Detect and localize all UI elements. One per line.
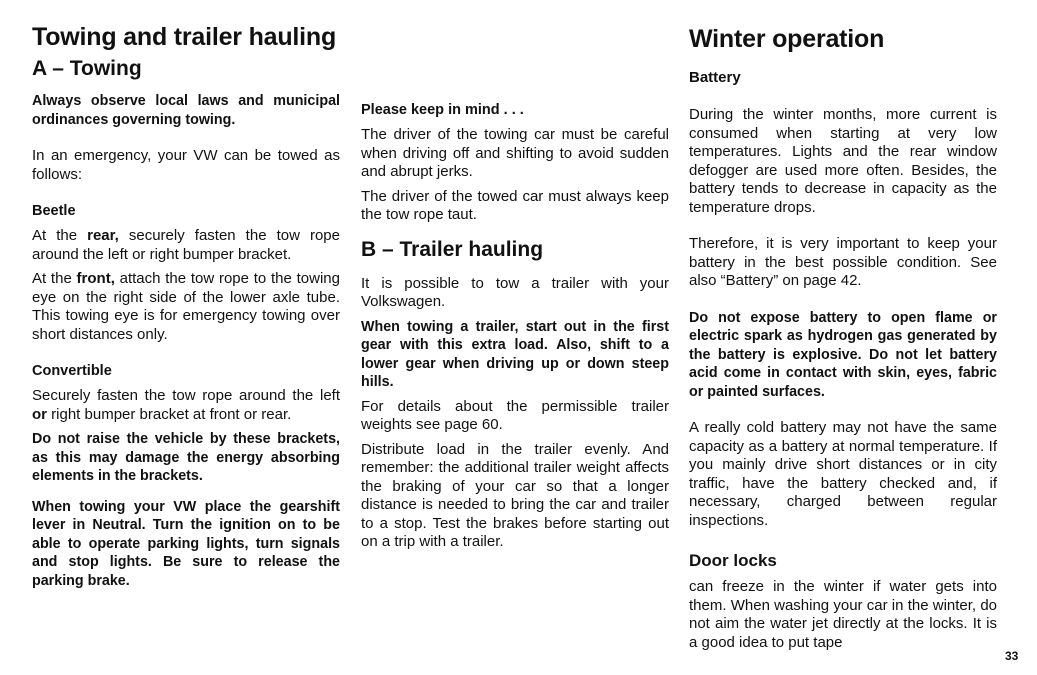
beetle-heading: Beetle	[32, 203, 76, 219]
intro-paragraph: In an emergency, your VW can be towed as follows:	[32, 147, 340, 183]
battery-warning: Do not expose battery to open flame or electric spark as hydrogen gas generated by the battery is explosive. Do not let battery acid come in contact with skin, eyes, fabric or painted surfaces.	[689, 309, 997, 400]
convertible-heading: Convertible	[32, 363, 112, 379]
door-locks-heading: Door locks	[689, 551, 777, 570]
battery-heading: Battery	[689, 69, 741, 86]
door-locks-paragraph: can freeze in the winter if water gets into them. When washing your car in the winter, do not aim the water jet directly at the locks. It is a good idea to put tape	[689, 578, 997, 651]
possible-paragraph: It is possible to tow a trailer with your Volkswagen.	[361, 274, 669, 310]
battery-paragraph-2: Therefore, it is very important to keep your battery in the best possible condition. See also “Battery” on page 42.	[689, 235, 997, 289]
keep-in-mind-heading: Please keep in mind . . .	[361, 102, 524, 118]
intro-bold-paragraph: Always observe local laws and municipal ordinances governing towing.	[32, 93, 340, 128]
section-a-heading: A – Towing	[32, 57, 142, 80]
first-gear-paragraph: When towing a trailer, start out in the first gear with this extra load. Also, shift to a lower gear when driving up or down steep hills.	[361, 318, 669, 390]
page-title-towing: Towing and trailer hauling	[32, 23, 337, 51]
towing-driver-paragraph: The driver of the towing car must be careful when driving off and shifting to avoid sudden and abrupt jerks.	[361, 126, 669, 180]
or-bold: or	[32, 405, 47, 423]
bracket-warning: Do not raise the vehicle by these brackets, as this may damage the energy absorbing elements in the brackets.	[32, 431, 340, 484]
column-trailer	[361, 101, 669, 552]
gearshift-warning: When towing your VW place the gearshift lever in Neutral. Turn the ignition on to be able to operate parking lights, turn signals and stop lights. Be sure to release the parking brake.	[32, 498, 340, 589]
trailer-weights-paragraph: For details about the permissible trailer weights see page 60.	[361, 397, 669, 433]
column-winter	[689, 24, 997, 652]
front-paragraph: At the front, attach the tow rope to the towing eye on the right side of the lower axle tube. This towing eye is for emergency towing over short distances only.	[32, 270, 340, 343]
battery-paragraph-1: During the winter months, more current is consumed when starting at very low temperatures. Lights and the rear window defogger are used more often. Besides, the battery tends to decrease in capacity as the temperature drops.	[689, 106, 997, 216]
front-bold: front,	[76, 270, 115, 287]
rear-bold: rear,	[87, 227, 119, 244]
page-number: 33	[1005, 649, 1019, 663]
distribute-load-paragraph: Distribute load in the trailer evenly. And remember: the additional trailer weight affects the braking of your car so that a longer distance is needed to bring the car and trailer to a stop. Test the brakes before starting out on a trip with a trailer.	[361, 440, 669, 550]
rear-paragraph: At the rear, securely fasten the tow rope around the left or right bumper bracket.	[32, 227, 340, 263]
towed-driver-paragraph: The driver of the towed car must always keep the tow rope taut.	[361, 187, 669, 223]
column-towing	[32, 22, 340, 590]
page-title-winter: Winter operation	[689, 25, 885, 53]
convertible-paragraph: Securely fasten the tow rope around the left or right bumper bracket at front or rear.	[32, 387, 340, 423]
cold-battery-paragraph: A really cold battery may not have the same capacity as a battery at normal temperature. If you mainly drive short distances or in city traffic, have the battery checked and, if necessary, charged between regular inspections.	[689, 419, 997, 529]
section-b-heading: B – Trailer hauling	[361, 237, 544, 261]
